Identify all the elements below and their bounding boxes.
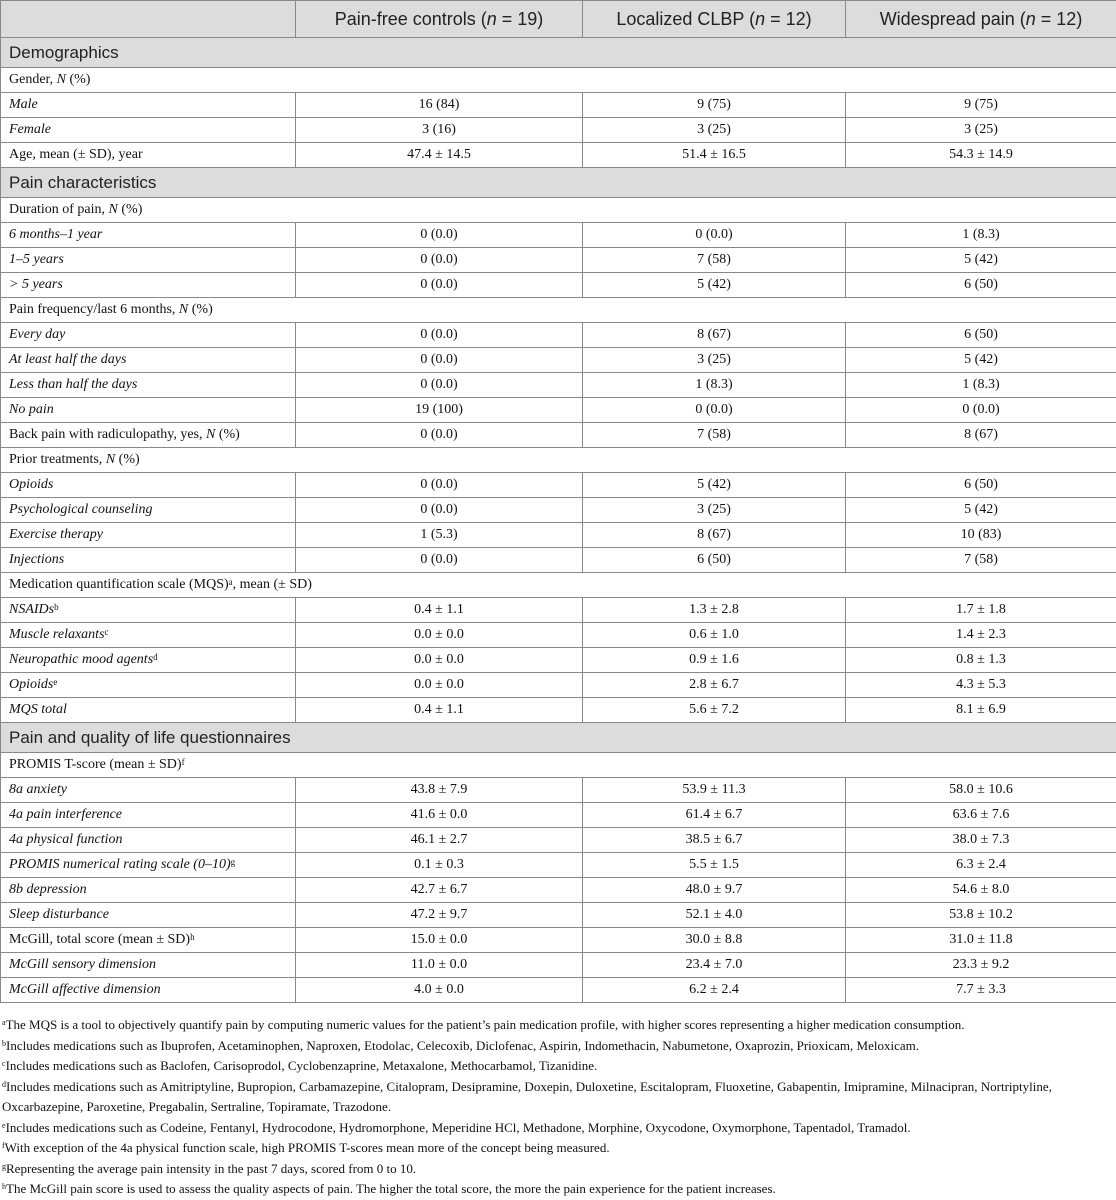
group-label: Prior treatments, N (%) — [1, 448, 1116, 473]
cell-value: 16 (84) — [296, 93, 583, 118]
cell-value: 0 (0.0) — [846, 398, 1116, 423]
cell-value: 3 (16) — [296, 118, 583, 143]
table-row — [1, 348, 1116, 373]
cell-value: 6 (50) — [846, 473, 1116, 498]
cell-value: 6 (50) — [846, 273, 1116, 298]
cell-value: 58.0 ± 10.6 — [846, 778, 1116, 803]
table-row — [1, 93, 1116, 118]
row-label: McGill, total score (mean ± SD)$^h$ — [1, 928, 296, 953]
row-label: Opioids — [1, 473, 296, 498]
row-label: 6 months–1 year — [1, 223, 296, 248]
cell-value: 3 (25) — [583, 118, 846, 143]
cell-value: 0 (0.0) — [296, 473, 583, 498]
cell-value: 0.0 ± 0.0 — [296, 648, 583, 673]
cell-value: 0 (0.0) — [296, 323, 583, 348]
row-label: Male — [1, 93, 296, 118]
footnote: $^g$Representing the average pain intensity in the past 7 days, scored from 0 to 10. — [2, 1159, 1114, 1180]
table-row — [1, 778, 1116, 803]
table-row — [1, 878, 1116, 903]
footnotes — [0, 1003, 1114, 1200]
row-label: NSAIDs$^b$ — [1, 598, 296, 623]
cell-value: 0 (0.0) — [296, 548, 583, 573]
cell-value: 1 (5.3) — [296, 523, 583, 548]
footnote: $^c$Includes medications such as Baclofen, Carisoprodol, Cyclobenzaprine, Metaxalone, Methocarbamol, Tizanidine. — [2, 1056, 1114, 1077]
cell-value: 19 (100) — [296, 398, 583, 423]
section-row — [1, 38, 1116, 68]
cell-value: 0 (0.0) — [296, 248, 583, 273]
section-title: Demographics — [1, 38, 1116, 68]
cell-value: 7 (58) — [583, 423, 846, 448]
cell-value: 0.4 ± 1.1 — [296, 698, 583, 723]
header-localized-clbp: Localized CLBP (n = 12) — [583, 1, 846, 38]
cell-value: 0.0 ± 0.0 — [296, 623, 583, 648]
table-row — [1, 673, 1116, 698]
row-label: 4a physical function — [1, 828, 296, 853]
cell-value: 15.0 ± 0.0 — [296, 928, 583, 953]
cell-value: 9 (75) — [583, 93, 846, 118]
group-row — [1, 448, 1116, 473]
section-row — [1, 168, 1116, 198]
table-row — [1, 323, 1116, 348]
row-label: PROMIS numerical rating scale $(0-10)^g$ — [1, 853, 296, 878]
section-title: Pain characteristics — [1, 168, 1116, 198]
cell-value: 6 (50) — [846, 323, 1116, 348]
row-label: 4a pain interference — [1, 803, 296, 828]
cell-value: 54.3 ± 14.9 — [846, 143, 1116, 168]
cell-value: 5 (42) — [583, 473, 846, 498]
header-empty — [1, 1, 296, 38]
cell-value: 7 (58) — [846, 548, 1116, 573]
cell-value: 5.6 ± 7.2 — [583, 698, 846, 723]
cell-value: 30.0 ± 8.8 — [583, 928, 846, 953]
row-label: Every day — [1, 323, 296, 348]
row-label: Less than half the days — [1, 373, 296, 398]
row-label: 8a anxiety — [1, 778, 296, 803]
cell-value: 4.3 ± 5.3 — [846, 673, 1116, 698]
cell-value: 1.3 ± 2.8 — [583, 598, 846, 623]
row-label: 8b depression — [1, 878, 296, 903]
table-row — [1, 373, 1116, 398]
cell-value: 53.9 ± 11.3 — [583, 778, 846, 803]
cell-value: 38.5 ± 6.7 — [583, 828, 846, 853]
row-label: Psychological counseling — [1, 498, 296, 523]
group-row — [1, 68, 1116, 93]
table-row — [1, 473, 1116, 498]
cell-value: 38.0 ± 7.3 — [846, 828, 1116, 853]
table-row — [1, 698, 1116, 723]
row-label: McGill affective dimension — [1, 978, 296, 1003]
row-label: At least half the days — [1, 348, 296, 373]
cell-value: 5 (42) — [846, 348, 1116, 373]
footnote: $^d$Includes medications such as Amitriptyline, Bupropion, Carbamazepine, Citalopram, Desipramine, Doxepin, Duloxetine, Escitalopram, Fluoxetine, Gabapentin, Imipramine, Milnacipran, Nortriptyline, Oxcarbazepine, Paroxetine, Pregabalin, Sertraline, Topiramate, Trazodone. — [2, 1077, 1114, 1118]
section-row — [1, 723, 1116, 753]
cell-value: 9 (75) — [846, 93, 1116, 118]
cell-value: 3 (25) — [583, 498, 846, 523]
cell-value: 54.6 ± 8.0 — [846, 878, 1116, 903]
cell-value: 61.4 ± 6.7 — [583, 803, 846, 828]
table-row — [1, 903, 1116, 928]
cell-value: 23.3 ± 9.2 — [846, 953, 1116, 978]
cell-value: 0 (0.0) — [296, 498, 583, 523]
cell-value: 0.6 ± 1.0 — [583, 623, 846, 648]
cell-value: 0.4 ± 1.1 — [296, 598, 583, 623]
cell-value: 7.7 ± 3.3 — [846, 978, 1116, 1003]
cell-value: 3 (25) — [846, 118, 1116, 143]
table-row — [1, 248, 1116, 273]
group-label: Pain frequency/last 6 months, N (%) — [1, 298, 1116, 323]
cell-value: 43.8 ± 7.9 — [296, 778, 583, 803]
row-label: > 5 years — [1, 273, 296, 298]
cell-value: 0 (0.0) — [296, 373, 583, 398]
cell-value: 6 (50) — [583, 548, 846, 573]
row-label: Opioids$^e$ — [1, 673, 296, 698]
table-row — [1, 498, 1116, 523]
table-row — [1, 928, 1116, 953]
cell-value: 8 (67) — [583, 523, 846, 548]
cell-value: 5 (42) — [583, 273, 846, 298]
header-widespread-pain: Widespread pain (n = 12) — [846, 1, 1116, 38]
cell-value: 8 (67) — [846, 423, 1116, 448]
cell-value: 1.7 ± 1.8 — [846, 598, 1116, 623]
cell-value: 63.6 ± 7.6 — [846, 803, 1116, 828]
cell-value: 47.4 ± 14.5 — [296, 143, 583, 168]
cell-value: 48.0 ± 9.7 — [583, 878, 846, 903]
cell-value: 0 (0.0) — [296, 273, 583, 298]
cell-value: 0 (0.0) — [296, 423, 583, 448]
cell-value: 41.6 ± 0.0 — [296, 803, 583, 828]
cell-value: 0.0 ± 0.0 — [296, 673, 583, 698]
cell-value: 4.0 ± 0.0 — [296, 978, 583, 1003]
cell-value: 1 (8.3) — [846, 373, 1116, 398]
row-label: MQS total — [1, 698, 296, 723]
row-label: Exercise therapy — [1, 523, 296, 548]
cell-value: 6.3 ± 2.4 — [846, 853, 1116, 878]
table-row — [1, 423, 1116, 448]
cell-value: 51.4 ± 16.5 — [583, 143, 846, 168]
cell-value: 31.0 ± 11.8 — [846, 928, 1116, 953]
group-row — [1, 198, 1116, 223]
table-row — [1, 548, 1116, 573]
cell-value: 0 (0.0) — [296, 223, 583, 248]
footnote: $^b$Includes medications such as Ibuprofen, Acetaminophen, Naproxen, Etodolac, Celecoxib, Diclofenac, Aspirin, Indomethacin, Nabumetone, Oxaprozin, Prioxicam, Meloxicam. — [2, 1036, 1114, 1057]
footnote: $^f$With exception of the 4a physical function scale, high PROMIS T-scores mean more of the concept being measured. — [2, 1138, 1114, 1159]
header-row — [1, 1, 1116, 38]
cell-value: 0.8 ± 1.3 — [846, 648, 1116, 673]
row-label: Sleep disturbance — [1, 903, 296, 928]
cell-value: 42.7 ± 6.7 — [296, 878, 583, 903]
footnote: $^a$The MQS is a tool to objectively quantify pain by computing numeric values for the patient’s pain medication profile, with higher scores representing a higher medication consumption. — [2, 1015, 1114, 1036]
table-row — [1, 623, 1116, 648]
table-row — [1, 398, 1116, 423]
cell-value: 0.1 ± 0.3 — [296, 853, 583, 878]
cell-value: 8.1 ± 6.9 — [846, 698, 1116, 723]
footnote: $^e$Includes medications such as Codeine, Fentanyl, Hydrocodone, Hydromorphone, Meperidine HCl, Methadone, Morphine, Oxycodone, Oxymorphone, Tapentadol, Tramadol. — [2, 1118, 1114, 1139]
table-row — [1, 598, 1116, 623]
group-label: PROMIS T-score (mean ± SD)$^f$ — [1, 753, 1116, 778]
group-row — [1, 298, 1116, 323]
table-row — [1, 853, 1116, 878]
table-row — [1, 143, 1116, 168]
table-row — [1, 523, 1116, 548]
row-label: Muscle relaxants$^c$ — [1, 623, 296, 648]
group-row — [1, 753, 1116, 778]
table-row — [1, 828, 1116, 853]
footnote: $^h$The McGill pain score is used to assess the quality aspects of pain. The higher the total score, the more the pain experience for the patient increases. — [2, 1179, 1114, 1200]
table-row — [1, 803, 1116, 828]
header-pain-free-controls: Pain-free controls (n = 19) — [296, 1, 583, 38]
group-label: Duration of pain, N (%) — [1, 198, 1116, 223]
cell-value: 52.1 ± 4.0 — [583, 903, 846, 928]
cell-value: 8 (67) — [583, 323, 846, 348]
cell-value: 6.2 ± 2.4 — [583, 978, 846, 1003]
cell-value: 0.9 ± 1.6 — [583, 648, 846, 673]
cell-value: 53.8 ± 10.2 — [846, 903, 1116, 928]
group-row — [1, 573, 1116, 598]
cell-value: 0 (0.0) — [583, 398, 846, 423]
cell-value: 5 (42) — [846, 498, 1116, 523]
row-label: Injections — [1, 548, 296, 573]
cell-value: 0 (0.0) — [583, 223, 846, 248]
cell-value: 5.5 ± 1.5 — [583, 853, 846, 878]
cell-value: 46.1 ± 2.7 — [296, 828, 583, 853]
cell-value: 5 (42) — [846, 248, 1116, 273]
cell-value: 0 (0.0) — [296, 348, 583, 373]
table-row — [1, 118, 1116, 143]
cell-value: 1.4 ± 2.3 — [846, 623, 1116, 648]
table-row — [1, 978, 1116, 1003]
cell-value: 7 (58) — [583, 248, 846, 273]
cell-value: 3 (25) — [583, 348, 846, 373]
row-label: Female — [1, 118, 296, 143]
table-row — [1, 648, 1116, 673]
table-row — [1, 953, 1116, 978]
group-label: Gender, N (%) — [1, 68, 1116, 93]
cell-value: 23.4 ± 7.0 — [583, 953, 846, 978]
row-label: Neuropathic mood agents$^d$ — [1, 648, 296, 673]
row-label: 1–5 years — [1, 248, 296, 273]
cell-value: 1 (8.3) — [583, 373, 846, 398]
cell-value: 47.2 ± 9.7 — [296, 903, 583, 928]
cell-value: 11.0 ± 0.0 — [296, 953, 583, 978]
group-label: Medication quantification scale (MQS)$^a$, mean (± SD) — [1, 573, 1116, 598]
section-title: Pain and quality of life questionnaires — [1, 723, 1116, 753]
cell-value: 1 (8.3) — [846, 223, 1116, 248]
cell-value: 10 (83) — [846, 523, 1116, 548]
table-row — [1, 223, 1116, 248]
table-row — [1, 273, 1116, 298]
row-label: No pain — [1, 398, 296, 423]
row-label: McGill sensory dimension — [1, 953, 296, 978]
row-label: Back pain with radiculopathy, yes, N (%) — [1, 423, 296, 448]
cell-value: 2.8 ± 6.7 — [583, 673, 846, 698]
row-label: Age, mean (± SD), year — [1, 143, 296, 168]
